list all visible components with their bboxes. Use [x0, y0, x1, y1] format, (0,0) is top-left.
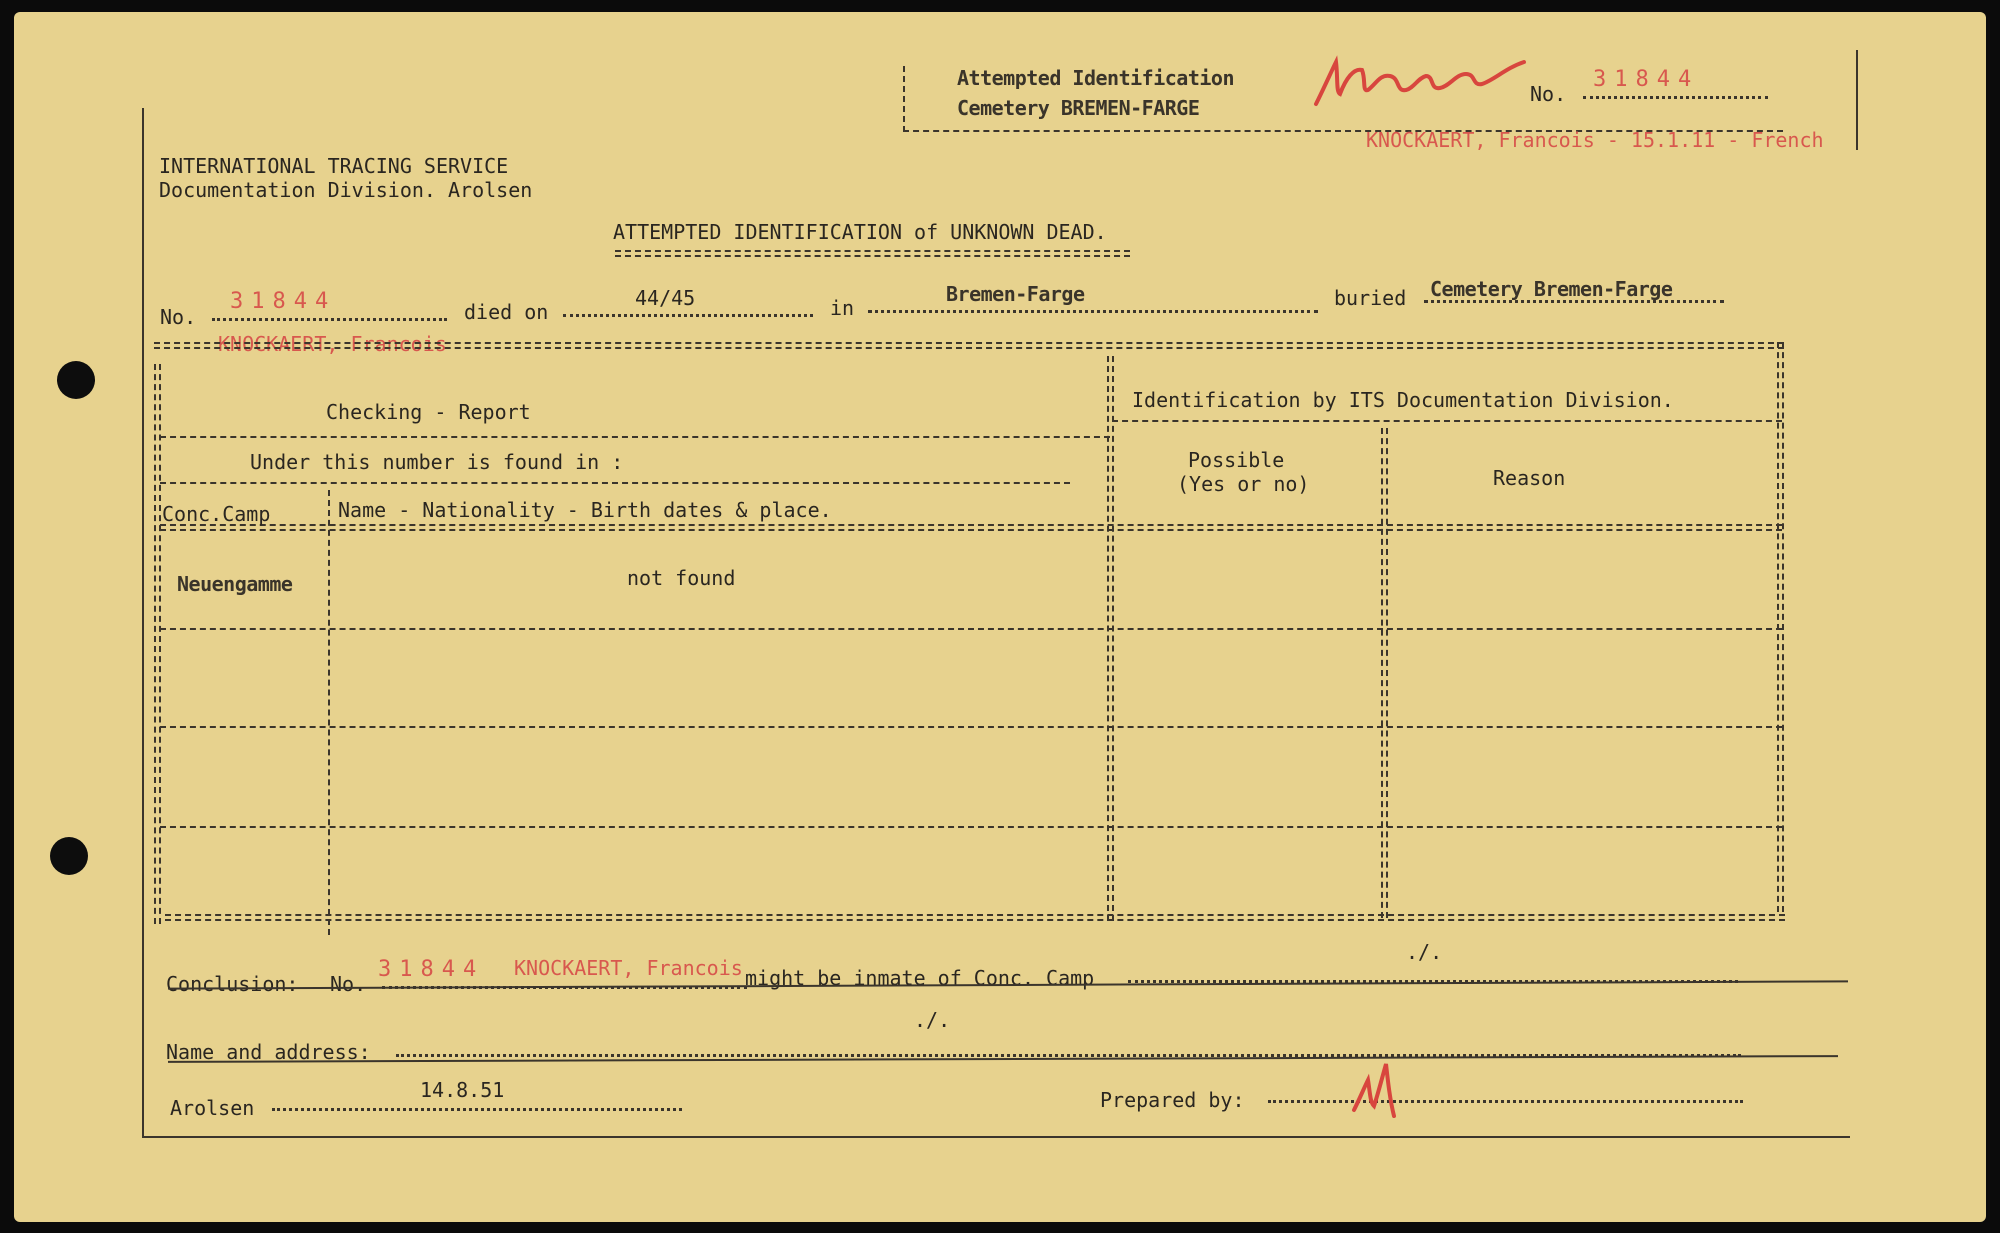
buried-label: buried — [1334, 286, 1407, 310]
died-dots — [563, 314, 813, 317]
conclusion-name: KNOCKAERT, Francois — [514, 956, 743, 980]
conclusion-label: Conclusion: — [166, 972, 299, 996]
conclusion-camp-value: ./. — [1406, 940, 1443, 964]
table-reason-divider — [1381, 428, 1388, 918]
died-label: died on — [464, 300, 549, 324]
record-no-label: No. — [160, 305, 197, 329]
column-possible-2: (Yes or no) — [1177, 472, 1310, 496]
column-possible-1: Possible — [1188, 448, 1285, 472]
column-header-underline — [160, 524, 1782, 531]
footer-date: 14.8.51 — [420, 1078, 505, 1102]
footer-place: Arolsen — [170, 1096, 255, 1120]
row-1-bottom — [160, 628, 1782, 630]
stamp-line-1: Attempted Identification — [957, 66, 1234, 90]
column-conc-camp: Conc.Camp — [162, 502, 271, 526]
identification-header: Identification by ITS Documentation Division. — [1132, 388, 1674, 412]
burial-place: Cemetery Bremen-Farge — [1430, 277, 1673, 301]
stamp-box-left — [903, 66, 905, 132]
prepared-by-label: Prepared by: — [1100, 1088, 1245, 1112]
prepared-by-dots — [1268, 1100, 1743, 1103]
column-reason: Reason — [1493, 466, 1566, 490]
org-line-2: Documentation Division. Arolsen — [159, 178, 533, 202]
header-no-label: No. — [1530, 82, 1567, 106]
table-bottom-border — [165, 914, 1785, 921]
table-middle-divider — [1107, 356, 1114, 921]
card-left-border — [142, 108, 144, 1138]
in-dots — [868, 310, 1318, 313]
died-value: 44/45 — [635, 286, 696, 310]
punch-hole-lower — [50, 837, 88, 875]
record-name: KNOCKAERT, Francois — [218, 332, 447, 356]
checking-report-header: Checking - Report — [326, 400, 531, 424]
row-1-name: not found — [627, 566, 736, 590]
record-no-value: 31844 — [230, 289, 337, 314]
table-left-border — [154, 364, 161, 924]
address-label: Name and address: — [166, 1040, 371, 1064]
place-of-death: Bremen-Farge — [946, 282, 1085, 306]
row-1-camp: Neuengamme — [177, 572, 293, 596]
footer-date-dots — [272, 1108, 682, 1111]
conclusion-text: might be inmate of Conc. Camp — [745, 966, 1095, 990]
card-bottom-border — [142, 1136, 1850, 1138]
stamp-line-2: Cemetery BREMEN-FARGE — [957, 96, 1200, 120]
conclusion-no-label: No. — [330, 972, 367, 996]
page-title: ATTEMPTED IDENTIFICATION of UNKNOWN DEAD. — [613, 220, 1107, 244]
column-name-nationality: Name - Nationality - Birth dates & place. — [338, 498, 832, 522]
card-right-border — [1856, 50, 1858, 150]
row-3-bottom — [160, 826, 1782, 828]
handwritten-note — [1310, 48, 1530, 118]
table-camp-divider — [328, 490, 330, 935]
left-header-underline — [160, 436, 1110, 438]
org-line-1: INTERNATIONAL TRACING SERVICE — [159, 154, 509, 178]
table-top-border — [154, 342, 1784, 349]
row-2-bottom — [160, 726, 1782, 728]
subheader-underline — [160, 482, 1070, 484]
record-no-dots — [212, 318, 447, 321]
conclusion-no-value: 31844 — [378, 957, 485, 982]
conclusion-extra-mark: ./. — [914, 1008, 951, 1032]
right-header-underline — [1112, 420, 1782, 422]
in-label: in — [830, 296, 855, 320]
header-no-value: 31844 — [1593, 67, 1700, 92]
title-underline — [615, 250, 1130, 257]
header-no-dots — [1583, 96, 1768, 99]
header-subject: KNOCKAERT, Francois - 15.1.11 - French — [1366, 128, 1824, 152]
prepared-by-initial-mark — [1350, 1058, 1410, 1122]
punch-hole-upper — [57, 361, 95, 399]
found-in-header: Under this number is found in : — [250, 450, 624, 474]
